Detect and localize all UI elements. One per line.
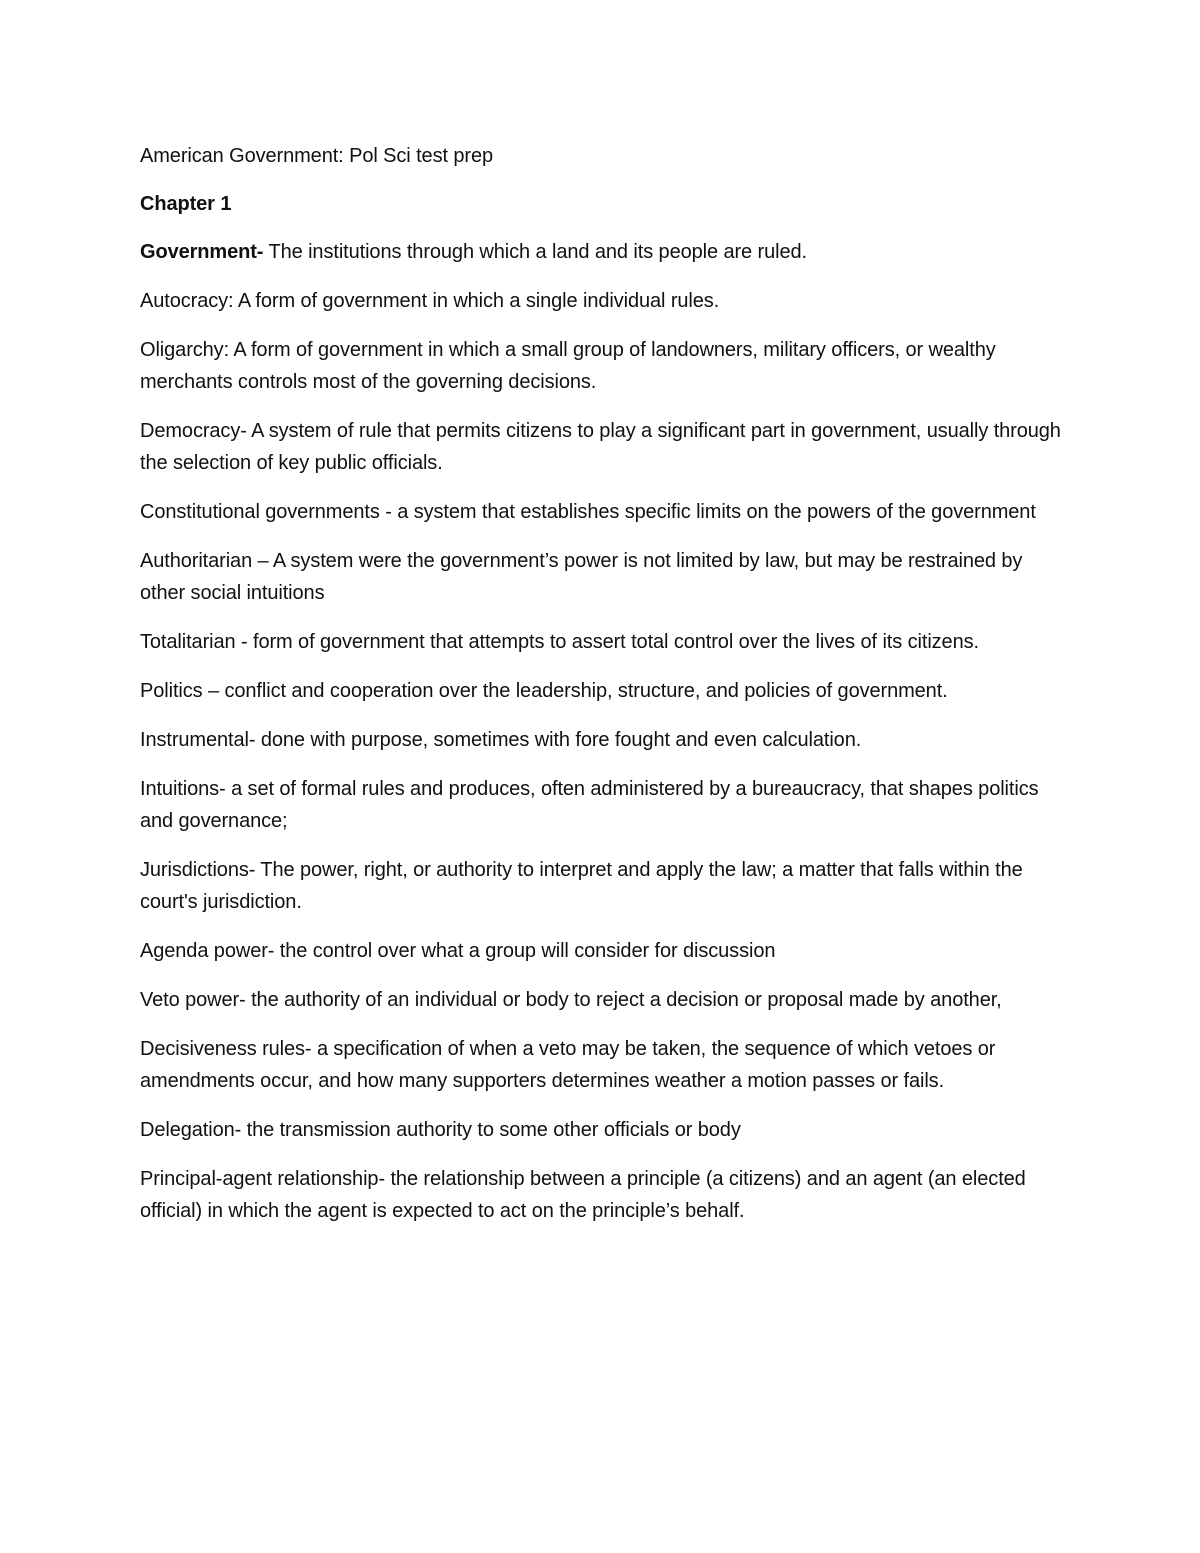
definition-government xyxy=(140,236,1065,268)
definition-jurisdictions: Jurisdictions- The power, right, or authority to interpret and apply the law; a matter that falls within the court's jurisdiction. xyxy=(140,859,1023,913)
document-page xyxy=(140,140,1065,1244)
definition-authoritarian: Authoritarian – A system were the government’s power is not limited by law, but may be restrained by other social intuitions xyxy=(140,550,1023,604)
definition-oligarchy: Oligarchy: A form of government in which a small group of landowners, military officers, or wealthy merchants controls most of the governing decisions. xyxy=(140,339,996,393)
definition-democracy: Democracy- A system of rule that permits citizens to play a significant part in government, usually through the selection of key public officials. xyxy=(140,420,1061,474)
definition-term: Government- xyxy=(140,241,264,263)
definition-veto-power: Veto power- the authority of an individual or body to reject a decision or proposal made by another, xyxy=(140,989,1002,1011)
definition-autocracy: Autocracy: A form of government in which a single individual rules. xyxy=(140,290,720,312)
definition-instrumental: Instrumental- done with purpose, sometimes with fore fought and even calculation. xyxy=(140,729,862,751)
definition-decisiveness-rules: Decisiveness rules- a specification of when a veto may be taken, the sequence of which vetoes or amendments occur, and how many supporters determines weather a motion passes or fails. xyxy=(140,1038,996,1092)
definition-principal-agent-relationship: Principal-agent relationship- the relationship between a principle (a citizens) and an agent (an elected official) in which the agent is expected to act on the principle’s behalf. xyxy=(140,1168,1026,1222)
definition-constitutional-governments: Constitutional governments - a system that establishes specific limits on the powers of the government xyxy=(140,501,1036,523)
document-title: American Government: Pol Sci test prep xyxy=(140,145,494,167)
definition-delegation: Delegation- the transmission authority to some other officials or body xyxy=(140,1119,741,1141)
definition-intuitions: Intuitions- a set of formal rules and produces, often administered by a bureaucracy, that shapes politics and governance; xyxy=(140,778,1039,832)
definition-text: The institutions through which a land and its people are ruled. xyxy=(263,241,807,263)
chapter-heading: Chapter 1 xyxy=(140,193,232,215)
definition-agenda-power: Agenda power- the control over what a group will consider for discussion xyxy=(140,940,776,962)
definition-totalitarian: Totalitarian - form of government that attempts to assert total control over the lives of its citizens. xyxy=(140,631,979,653)
definition-politics: Politics – conflict and cooperation over the leadership, structure, and policies of government. xyxy=(140,680,948,702)
